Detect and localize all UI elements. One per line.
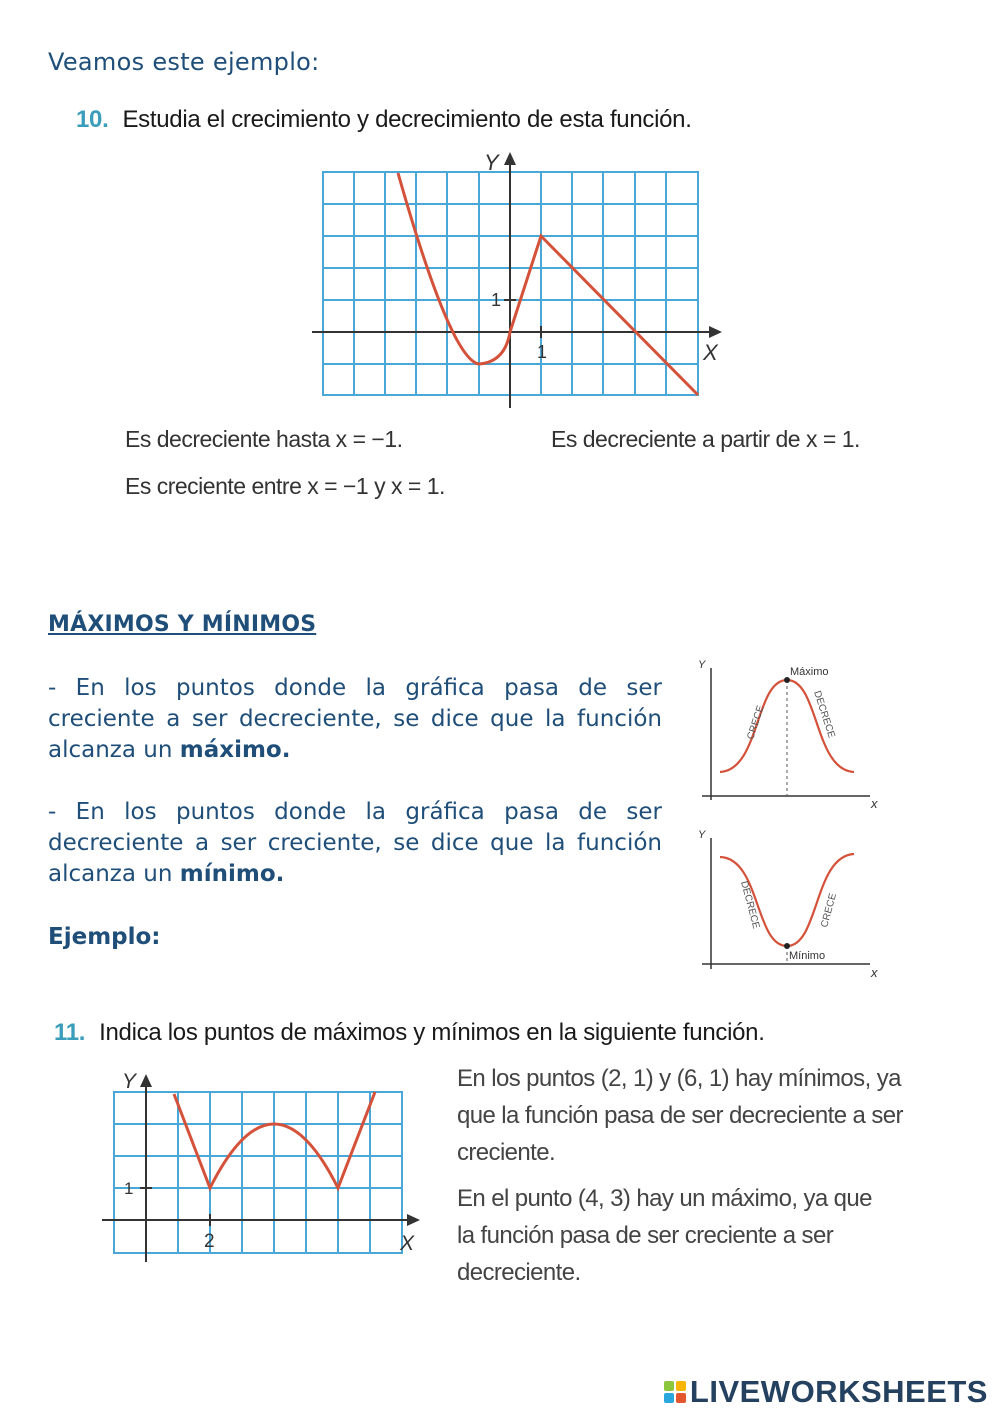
min-x-label: x	[871, 965, 878, 980]
logo-icon	[664, 1381, 686, 1403]
exercise-11-number: 11.	[54, 1019, 86, 1046]
ex11-x-tick: 2	[204, 1231, 215, 1252]
min-y-label: Y	[698, 829, 706, 841]
answer-2: Es decreciente a partir de x = 1.	[551, 426, 860, 452]
maximo-bold: máximo.	[179, 737, 291, 763]
max-peak-label: Máximo	[790, 666, 829, 678]
exercise-11-text-minimos: En los puntos (2, 1) y (6, 1) hay mínimos, ya que la función pasa de ser decreciente a ser creciente.	[457, 1065, 903, 1166]
ex11-y-tick: 1	[124, 1179, 134, 1198]
exercise-11-text: Indica los puntos de máximos y mínimos en la siguiente función.	[99, 1019, 765, 1046]
min-right-label: CRECE	[819, 892, 839, 929]
y-axis-label: Y	[484, 150, 499, 175]
paragraph-maximo-text: - En los puntos donde la gráfica pasa de ser creciente a ser decreciente, se dice que la función alcanza un	[48, 675, 662, 763]
logo-text: LIVEWORKSHEETS	[689, 1374, 988, 1409]
minimo-bold: mínimo.	[179, 861, 285, 887]
section-heading: MÁXIMOS Y MÍNIMOS	[48, 612, 317, 637]
ex11-x-label: X	[400, 1232, 415, 1255]
intro-text: Veamos este ejemplo:	[48, 48, 320, 76]
max-left-label: CRECE	[745, 704, 767, 741]
exercise-11-grid	[114, 1092, 402, 1253]
answer-1: Es decreciente hasta x = −1.	[125, 426, 403, 452]
x-axis-label: X	[703, 340, 718, 365]
max-right-label: DECRECE	[811, 689, 837, 740]
ex11-y-label: Y	[122, 1070, 137, 1093]
exercise-10-number: 10.	[76, 106, 109, 133]
min-left-label: DECRECE	[738, 879, 762, 931]
exercise-10-text: Estudia el crecimiento y decrecimiento de esta función.	[122, 106, 692, 133]
exercise-11-text-maximo: En el punto (4, 3) hay un máximo, ya que la función pasa de ser creciente a ser decreciente.	[457, 1185, 872, 1286]
liveworksheets-logo	[664, 1374, 988, 1410]
paragraph-minimo-text: - En los puntos donde la gráfica pasa de ser decreciente a ser creciente, se dice que la función alcanza un	[48, 799, 662, 887]
answer-3: Es creciente entre x = −1 y x = 1.	[125, 473, 445, 499]
x-tick-label: 1	[537, 342, 548, 362]
min-valley-label: Mínimo	[789, 950, 826, 962]
max-y-label: Y	[698, 659, 706, 671]
y-tick-label: 1	[491, 290, 502, 310]
max-x-label: x	[871, 796, 878, 811]
ejemplo-label: Ejemplo:	[48, 924, 161, 950]
